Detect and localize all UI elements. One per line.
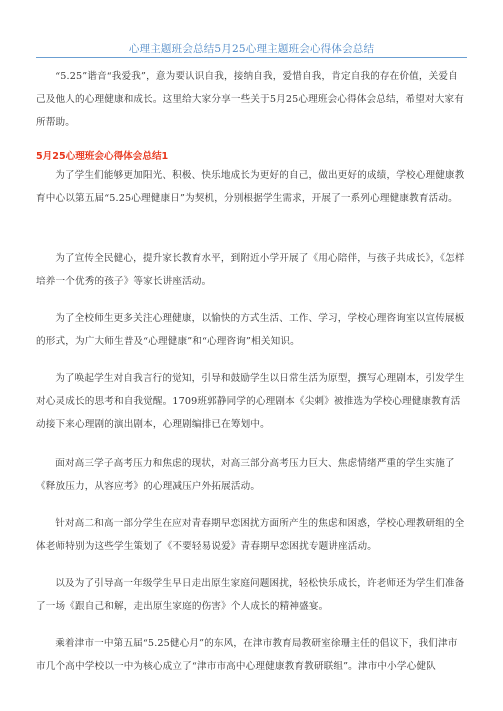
body-paragraph-1: 为了学生们能够更加阳光、积极、快乐地成长为更好的自己，做出更好的成绩，学校心理健康教育中心以第五届“5.25心理健康日”为契机，分别根据学生需求，开展了一系列心理健康教育活动。 xyxy=(36,170,465,204)
body-paragraph-5: 面对高三学子高考压力和焦虑的现状，对高三部分高考压力巨大、焦虑情绪严重的学生实施了《释放压力，从容应考》的心理减压户外拓展活动。 xyxy=(36,458,455,492)
body-paragraph-4: 为了唤起学生对自我言行的觉知，引导和鼓励学生以日常生活为原型，撰写心理剧本，引发学生对心灵成长的思考和自我觉醒。1709班郭静同学的心理剧本《尖刺》被推选为学校心理健康教育活动接下来心理剧的演出剧本，心理剧编排已在筹划中。 xyxy=(36,373,465,430)
title-divider xyxy=(36,57,467,58)
body-paragraph-8: 乘着津市一中第五届“5.25健心月”的东风，在津市教育局教研室徐珊主任的倡议下，我们津市市几个高中学校以一中为核心成立了“津市市高中心理健康教育教研联组”。津市中小学心健队 xyxy=(36,638,458,672)
body-paragraph-3: 为了全校师生更多关注心理健康，以愉快的方式生活、工作、学习，学校心理咨询室以宣传展板的形式，为广大师生普及“心理健康”和“心理咨询”相关知识。 xyxy=(36,313,465,347)
body-paragraph-7: 以及为了引导高一年级学生早日走出原生家庭问题困扰，轻松快乐成长，许老师还为学生们准备了一场《跟自己和解，走出原生家庭的伤害》个人成长的精神盛宴。 xyxy=(36,578,465,612)
body-paragraph-2: 为了宣传全民健心，提升家长教育水平，到附近小学开展了《用心陪伴，与孩子共成长》，《怎样培养一个优秀的孩子》等家长讲座活动。 xyxy=(36,253,465,287)
document-title: 心理主题班会总结5月25心理主题班会心得体会总结 xyxy=(128,43,375,55)
section-heading: 5月25心理班会心得体会总结1 xyxy=(36,151,169,162)
intro-paragraph: “5.25”谐音“我爱我”，意为要认识自我，接纳自我，爱惜自我，肯定自我的存在价值，关爱自己及他人的心理健康和成长。这里给大家分享一些关于5月25心理班会心得体会总结，希望对大家有所帮助。 xyxy=(36,71,464,128)
body-paragraph-6: 针对高二和高一部分学生在应对青春期早恋困扰方面所产生的焦虑和困惑，学校心理教研组的全体老师特别为这些学生策划了《不要轻易说爱》青春期早恋困扰专题讲座活动。 xyxy=(36,518,465,552)
